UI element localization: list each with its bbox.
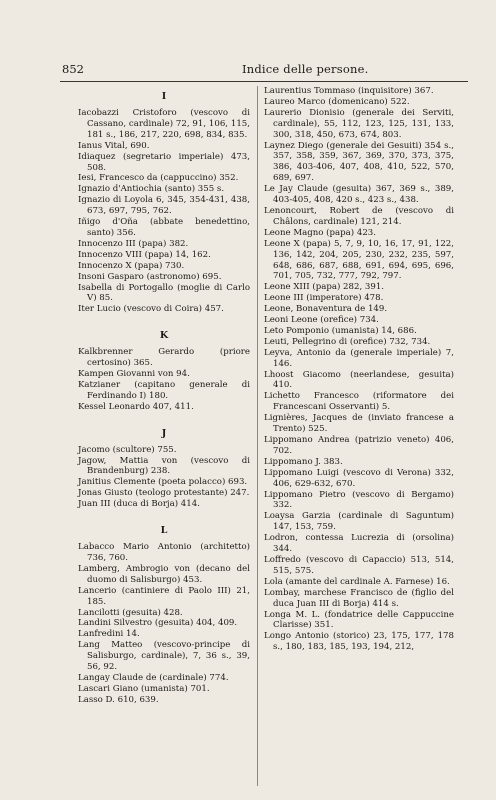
index-entry: Leyva, Antonio da (generale imperiale) 7, 146. (264, 347, 454, 369)
index-entry: Leone, Bonaventura de 149. (264, 304, 388, 315)
index-entry: Jacomo (scultore) 755. (78, 444, 177, 455)
index-entry: Lamberg, Ambrogio von (decano del duomo di Salisburgo) 453. (78, 563, 250, 585)
section-letter-i: I (161, 91, 167, 102)
index-entry: Lippomano Luigi (vescovo di Verona) 332, 406, 629-632, 670. (264, 467, 454, 489)
index-entry: Jagow, Mattia von (vescovo di Brandenburg) 238. (78, 455, 250, 477)
index-entry: Innocenzo VIII (papa) 14, 162. (78, 249, 211, 260)
index-entry: Lascari Giano (umanista) 701. (78, 683, 210, 694)
index-entry: Lola (amante del cardinale A. Farnese) 16. (264, 576, 450, 587)
index-entry: Laynez Diego (generale dei Gesuiti) 354 s., 357, 358, 359, 367, 369, 370, 373, 375, 386, 403-406, 407, 408, 410, 522, 570, 689, 697. (264, 140, 454, 184)
section-k-entries (78, 347, 250, 412)
index-entry: Iacobazzi Cristoforo (vescovo di Cassano, cardinale) 72, 91, 106, 115, 181 s., 186, 217, 220, 698, 834, 835. (78, 108, 250, 140)
index-entry: Iñigo d'Oña (abbate benedettino, santo) 356. (78, 217, 250, 238)
index-entry: Leoni Leone (orefice) 734. (264, 315, 379, 326)
left-column (78, 86, 250, 706)
index-entry: Ignazio di Loyola 6, 345, 354-431, 438, 673, 697, 795, 762. (78, 195, 250, 217)
index-entry: Longa M. L. (fondatrice delle Cappuccine Clarisse) 351. (264, 609, 454, 631)
index-entry: Leone III (imperatore) 478. (264, 293, 384, 304)
index-entry: Kessel Leonardo 407, 411. (78, 401, 194, 412)
header-rule (60, 81, 468, 82)
index-entry: Leone X (papa) 5, 7, 9, 10, 16, 17, 91, 122, 136, 142, 204, 205, 230, 232, 235, 597, 648, 686, 687, 688, 691, 694, 695, 696, 701, 705, 732, 777, 792, 797. (264, 238, 454, 282)
index-entry: Kampen Giovanni von 94. (78, 369, 190, 380)
section-letter-j: J (161, 427, 167, 439)
index-entry: Laureo Marco (domenicano) 522. (264, 96, 410, 107)
index-entry: Insoni Gasparo (astronomo) 695. (78, 271, 222, 282)
index-entry: Loaysa Garzia (cardinale di Saguntum) 147, 153, 759. (264, 511, 454, 533)
index-entry: Innocenzo X (papa) 730. (78, 260, 185, 271)
index-entry: Lippomano J. 383. (264, 456, 343, 467)
index-entry: Langay Claude de (cardinale) 774. (78, 672, 229, 683)
index-entry: Labacco Mario Antonio (architetto) 736, 760. (78, 542, 250, 563)
index-entry: Leto Pomponio (umanista) 14, 686. (264, 325, 417, 336)
right-column (264, 86, 454, 653)
page-header (62, 62, 466, 80)
index-entry: Lhoost Giacomo (neerlandese, gesuita) 410. (264, 369, 454, 391)
index-entry: Jonas Giusto (teologo protestante) 247. (78, 488, 250, 499)
index-entry: Lanfredini 14. (78, 629, 140, 640)
section-l-entries (78, 542, 250, 706)
index-entry: Lasso D. 610, 639. (78, 694, 159, 705)
index-entry: Leone Magno (papa) 423. (264, 227, 377, 238)
index-entry: Kalkbrenner Gerardo (priore certosino) 365. (78, 347, 250, 369)
index-entry: Janitius Clemente (poeta polacco) 693. (78, 477, 248, 488)
index-entry: Katzianer (capitano generale di Ferdinando I) 180. (78, 379, 250, 401)
index-entry: Laurerio Dionisio (generale dei Serviti, cardinale), 55, 112, 123, 125, 131, 133, 300, 318, 450, 673, 674, 803. (264, 107, 454, 140)
index-entry: Landini Silvestro (gesuita) 404, 409. (78, 618, 238, 629)
index-entry: Innocenzo III (papa) 382. (78, 238, 189, 249)
index-entry: Lippomano Pietro (vescovo di Bergamo) 332. (264, 489, 454, 511)
index-entry: Idiaquez (segretario imperiale) 473, 508. (78, 151, 250, 173)
index-entry: Lichetto Francesco (riformatore dei Francescani Osservanti) 5. (264, 391, 454, 413)
index-entry: Ianus Vital, 690. (78, 140, 150, 151)
index-entry: Lignières, Jacques de (inviato francese a Trento) 525. (264, 413, 454, 435)
section-letter-k: K (159, 330, 169, 342)
index-entry: Iesi, Francesco da (cappuccino) 352. (78, 173, 239, 184)
section-i-entries (78, 108, 250, 315)
index-entry: Loffredo (vescovo di Capaccio) 513, 514, 515, 575. (264, 554, 454, 576)
index-entry: Lang Matteo (vescovo-principe di Salisburgo, cardinale), 7, 36 s., 39, 56, 92. (78, 640, 250, 673)
index-entry: Le Jay Claude (gesuita) 367, 369 s., 389, 403-405, 408, 420 s., 423 s., 438. (264, 184, 454, 206)
column-divider (257, 86, 258, 786)
index-entry: Lippomano Andrea (patrizio veneto) 406, 702. (264, 435, 454, 456)
index-entry: Lodron, contessa Lucrezia di (orsolina) 344. (264, 533, 454, 555)
page-number: 852 (62, 62, 84, 76)
running-title: Indice delle persone. (242, 62, 369, 76)
index-entry: Isabella di Portogallo (moglie di Carlo V) 85. (78, 282, 250, 304)
index-entry: Lombay, marchese Francisco de (figlio del duca Juan III di Borja) 414 s. (264, 587, 454, 609)
index-entry: Longo Antonio (storico) 23, 175, 177, 178 s., 180, 183, 185, 193, 194, 212, (264, 631, 454, 653)
index-entry: Leuti, Pellegrino di (orefice) 732, 734. (264, 336, 431, 347)
index-entry: Laurentius Tommaso (inquisitore) 367. (264, 86, 434, 96)
index-entry: Leone XIII (papa) 282, 391. (264, 282, 385, 293)
right-column-entries (264, 86, 454, 653)
index-entry: Lancilotti (gesuita) 428. (78, 607, 183, 618)
section-letter-l: L (160, 525, 168, 537)
index-entry: Iter Lucio (vescovo di Coira) 457. (78, 304, 224, 315)
index-entry: Lancerio (cantiniere di Paolo III) 21, 185. (78, 585, 250, 607)
index-entry: Lenoncourt, Robert de (vescovo di Châlons, cardinale) 121, 214. (264, 205, 454, 227)
index-entry: Juan III (duca di Borja) 414. (78, 499, 200, 510)
section-j-entries (78, 445, 250, 510)
index-entry: Ignazio d'Antiochia (santo) 355 s. (78, 184, 225, 195)
